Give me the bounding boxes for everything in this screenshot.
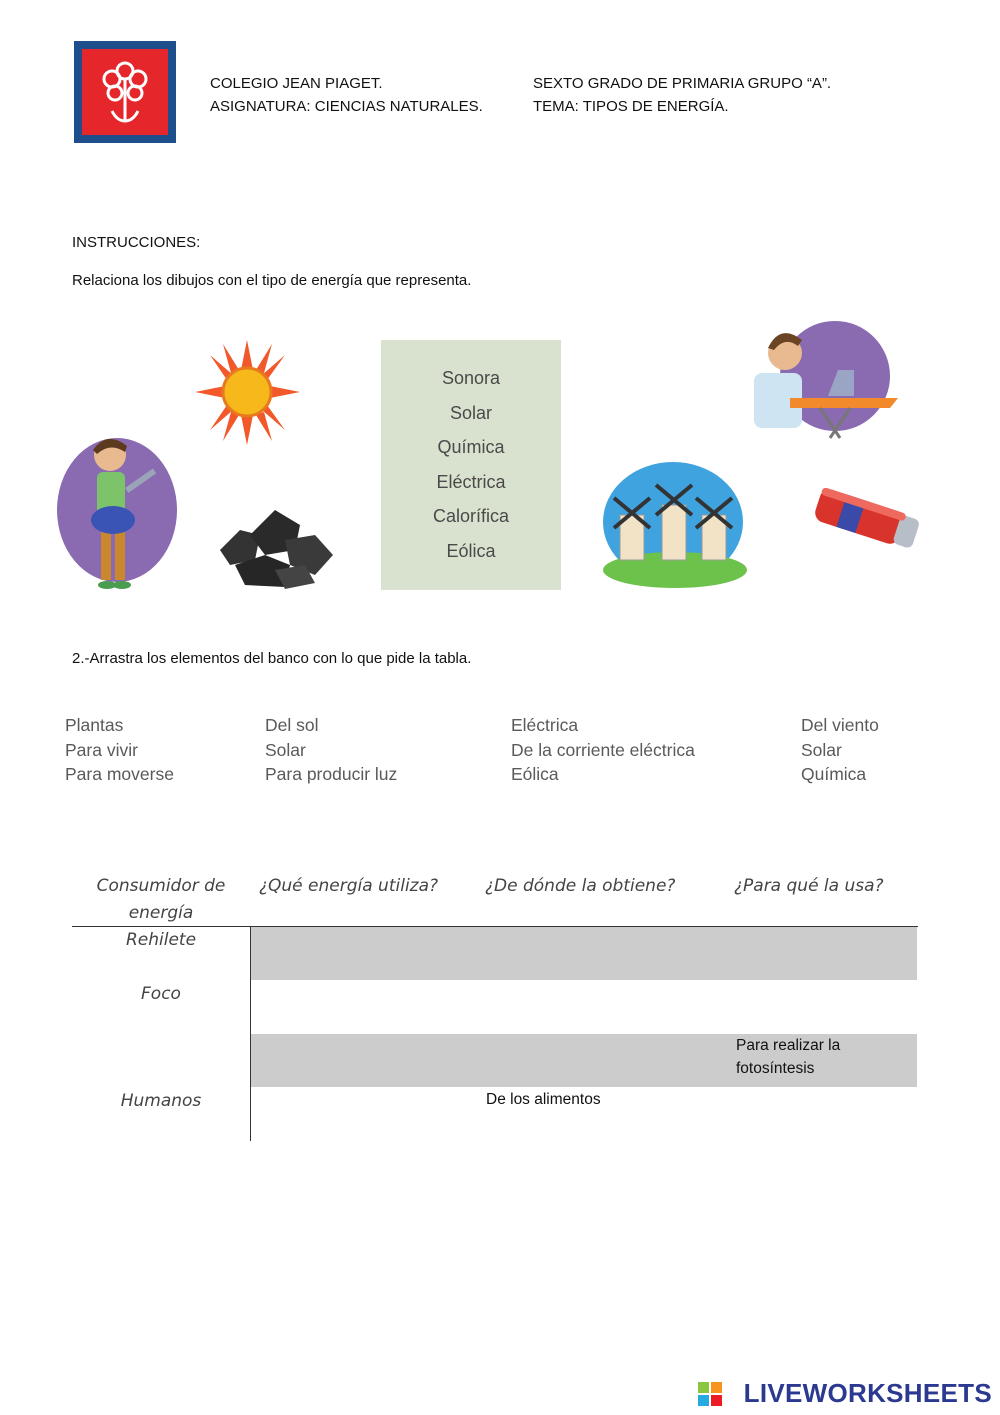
bank-col2-item2[interactable]: Solar xyxy=(265,740,306,760)
word-quimica: Química xyxy=(437,437,505,457)
energy-word-box xyxy=(381,340,561,590)
bank-col2-item1[interactable]: Del sol xyxy=(265,715,319,735)
bank-col3-item1[interactable]: Eléctrica xyxy=(511,715,579,735)
word-sonora: Sonora xyxy=(441,368,501,388)
liveworksheets-brand[interactable]: LIVEWORKSHEETS xyxy=(743,1378,992,1408)
row-label-foco: Foco xyxy=(141,984,181,1004)
word-electrica: Eléctrica xyxy=(436,472,506,492)
school-name: COLEGIO JEAN PIAGET. xyxy=(210,75,383,92)
table-header-source: ¿De dónde la obtiene? xyxy=(485,876,676,896)
table-header-consumer-line2: energía xyxy=(128,903,194,923)
sun-image xyxy=(195,340,300,445)
bank-col3-item2[interactable]: De la corriente eléctrica xyxy=(511,740,695,760)
word-calorifica: Calorífica xyxy=(432,506,510,526)
battery-image xyxy=(810,480,925,560)
guitar-player-image xyxy=(55,430,185,595)
table-header-use: ¿Para qué la usa? xyxy=(734,876,884,896)
instructions-heading: INSTRUCCIONES: xyxy=(72,234,201,251)
bank-col4-item3[interactable]: Química xyxy=(801,764,867,784)
cell-humanos-source: De los alimentos xyxy=(486,1091,601,1108)
word-eolica: Eólica xyxy=(446,541,496,561)
coal-image xyxy=(215,505,335,590)
bank-col4-item1[interactable]: Del viento xyxy=(801,715,879,735)
bank-col2-item3[interactable]: Para producir luz xyxy=(265,764,398,784)
table-header-consumer-line1: Consumidor de xyxy=(96,876,226,896)
cell-plantas-use-line1: Para realizar la xyxy=(736,1037,841,1054)
bank-col1-item3[interactable]: Para moverse xyxy=(65,764,174,784)
liveworksheets-logo-icon xyxy=(698,1382,722,1411)
row-label-humanos: Humanos xyxy=(120,1091,202,1111)
tree-logo-icon xyxy=(82,49,168,135)
topic-label: TEMA: TIPOS DE ENERGÍA. xyxy=(533,98,729,115)
man-ironing-image xyxy=(750,318,900,440)
table-row-band-1 xyxy=(251,927,917,980)
windmills-image xyxy=(600,460,750,590)
table-header-energy: ¿Qué energía utiliza? xyxy=(259,876,439,896)
instructions-task1: Relaciona los dibujos con el tipo de energía que representa. xyxy=(72,272,472,289)
bank-col1-item2[interactable]: Para vivir xyxy=(65,740,138,760)
row-label-rehilete: Rehilete xyxy=(125,930,197,950)
instructions-task2: 2.-Arrastra los elementos del banco con lo que pide la tabla. xyxy=(72,650,472,667)
bank-col3-item3[interactable]: Eólica xyxy=(511,764,559,784)
subject-name: ASIGNATURA: CIENCIAS NATURALES. xyxy=(210,98,483,115)
grade-label: SEXTO GRADO DE PRIMARIA GRUPO “A”. xyxy=(533,75,832,92)
school-logo xyxy=(74,41,176,143)
bank-col4-item2[interactable]: Solar xyxy=(801,740,842,760)
bank-col1-item1[interactable]: Plantas xyxy=(65,715,124,735)
word-solar: Solar xyxy=(449,403,493,423)
cell-plantas-use-line2: fotosíntesis xyxy=(736,1060,815,1077)
